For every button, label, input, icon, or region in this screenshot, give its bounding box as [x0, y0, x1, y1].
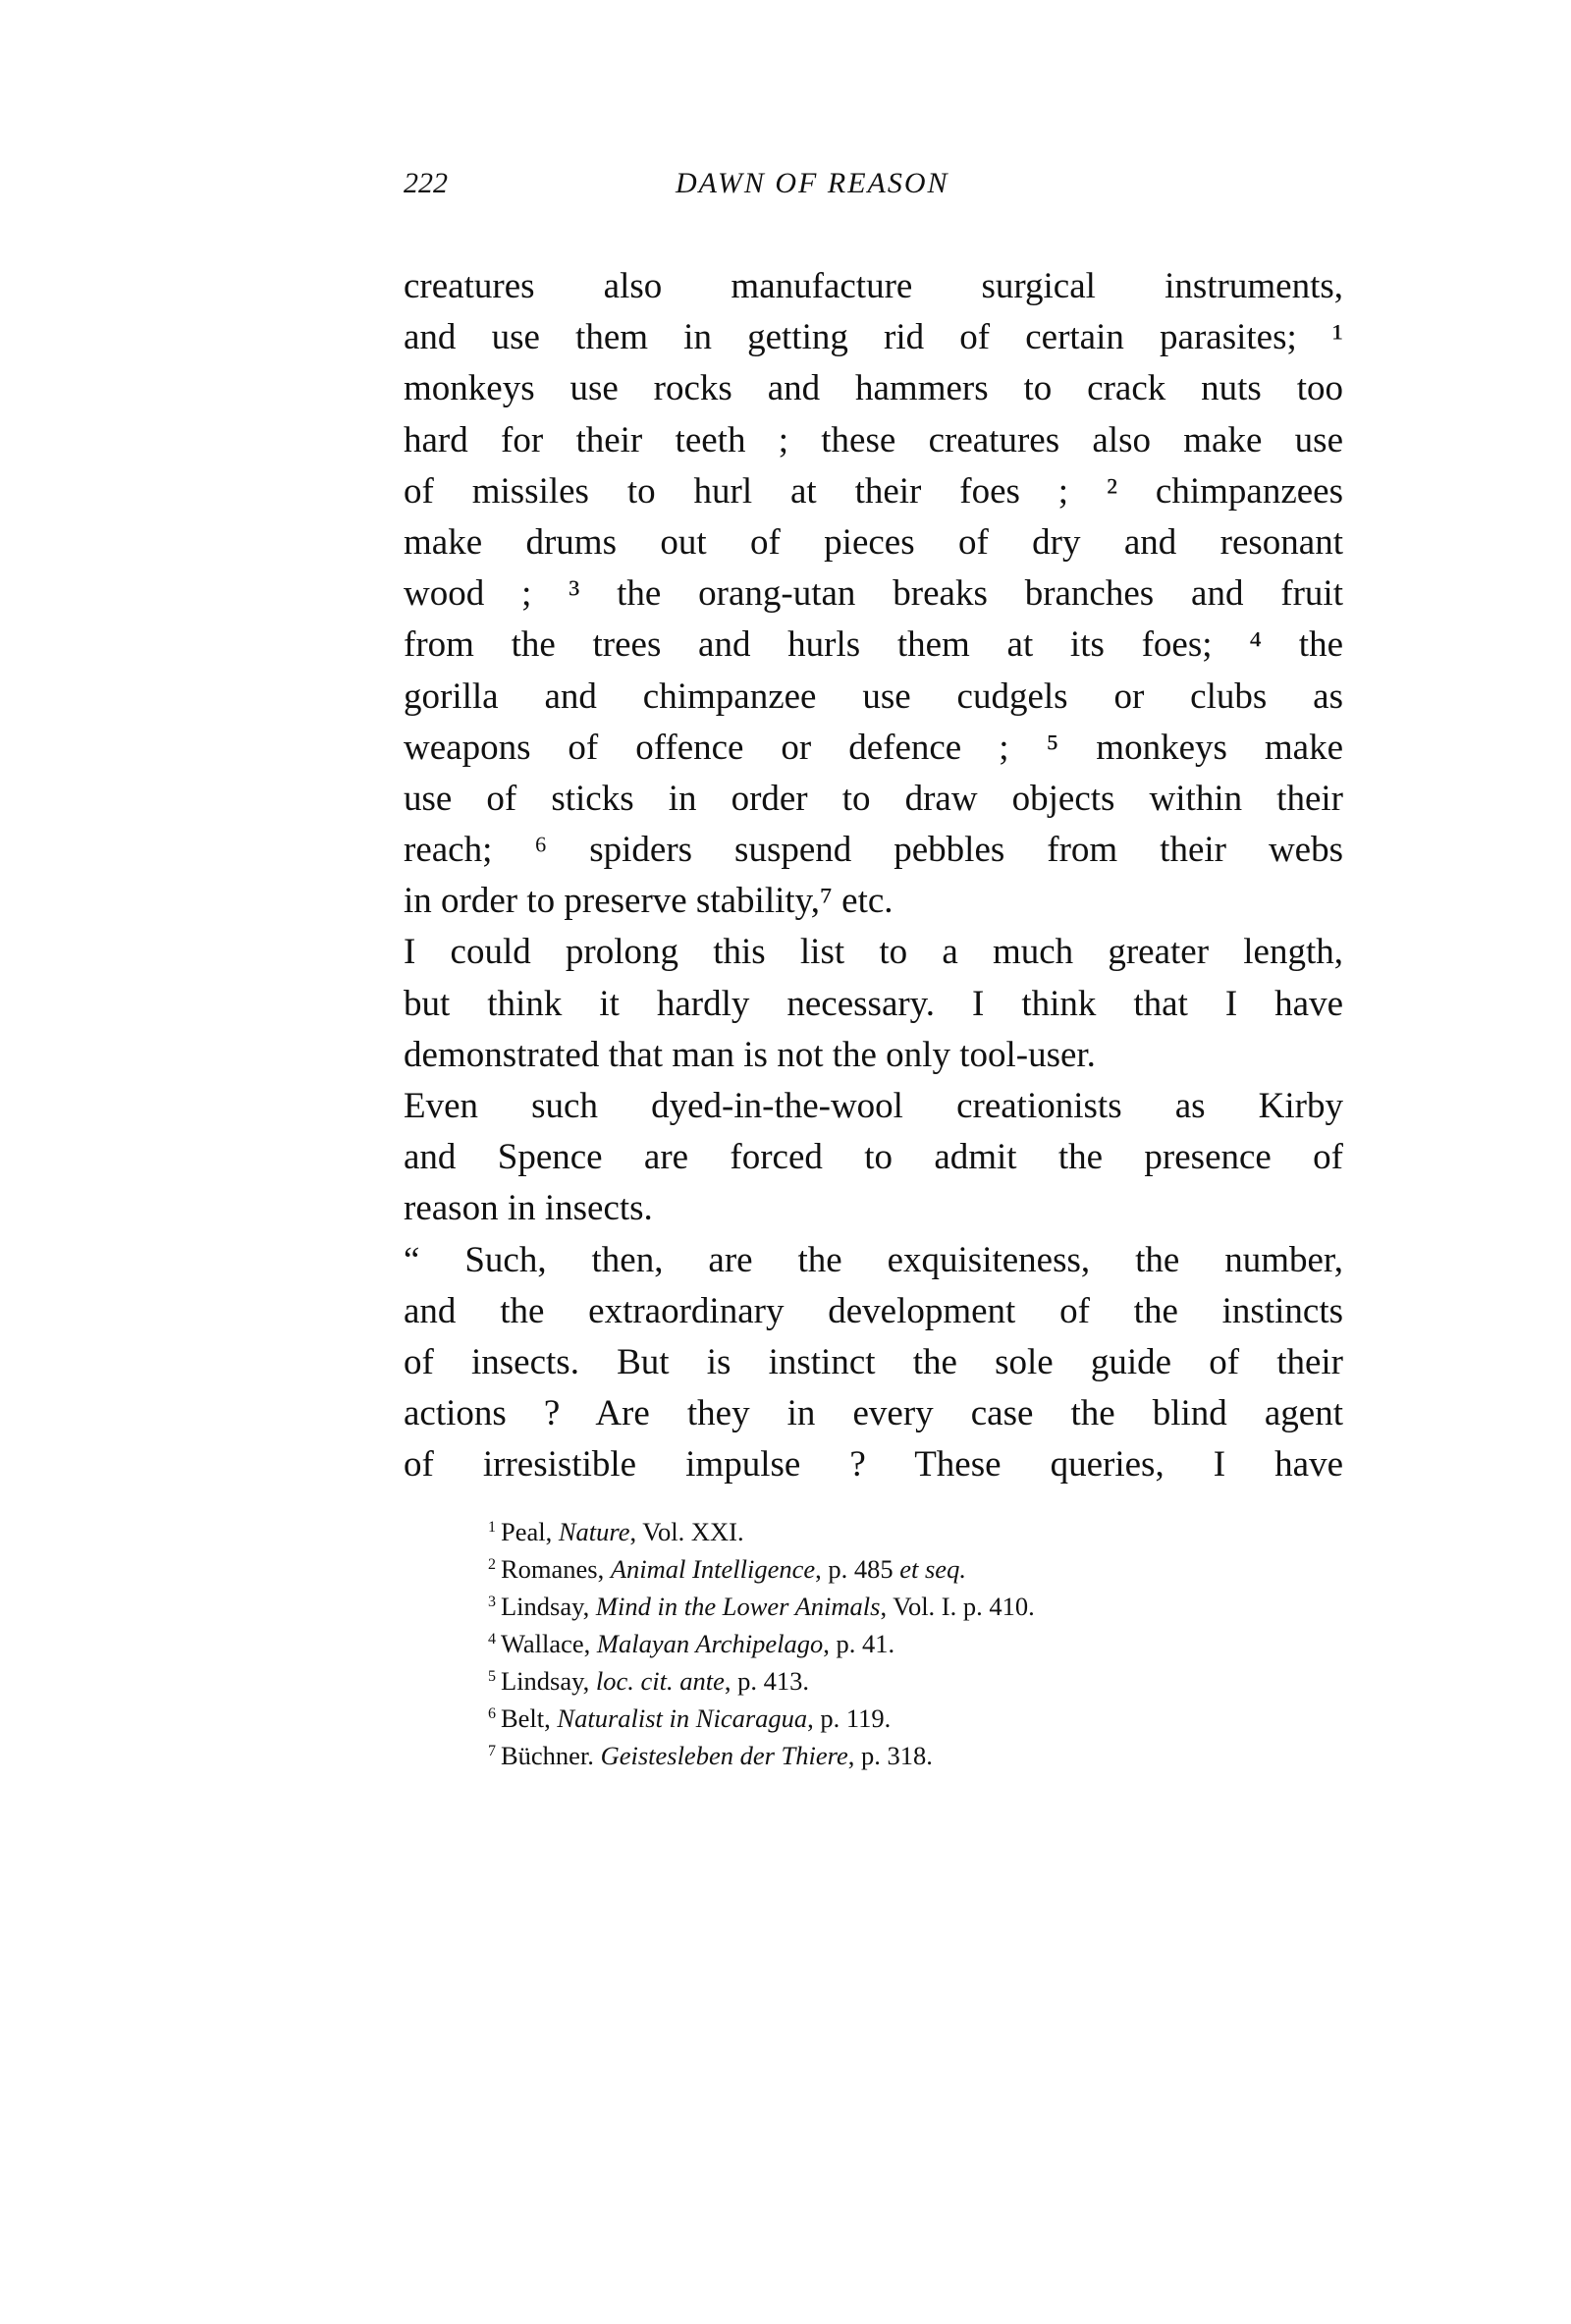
text-line: and Spence are forced to admit the presence of: [404, 1137, 1343, 1178]
text-line: and the extraordinary development of the instincts: [404, 1290, 1343, 1331]
text-line: weapons of offence or defence ; ⁵ monkeys make: [404, 727, 1343, 768]
text-line: use of sticks in order to draw objects within their: [404, 778, 1343, 819]
footnote-text: , Vol. I. p. 410.: [880, 1592, 1035, 1621]
page-number: 222: [404, 167, 448, 199]
footnote-title: et seq.: [899, 1554, 966, 1584]
body-text: [404, 261, 1343, 1491]
footnote-title: Geistesleben der Thiere: [600, 1741, 848, 1770]
text-line: demonstrated that man is not the only tool-user.: [404, 1034, 1096, 1075]
text-line: but think it hardly necessary. I think that I have: [404, 983, 1343, 1024]
footnote-number: 6: [488, 1705, 496, 1722]
footnote-text: , p. 413.: [724, 1666, 810, 1696]
footnote-text: , p. 41.: [823, 1629, 895, 1658]
running-header: [404, 167, 1343, 210]
footnote-text: Romanes,: [501, 1554, 611, 1584]
text-line: hard for their teeth ; these creatures also make use: [404, 419, 1343, 460]
footnote-number: 5: [488, 1668, 496, 1685]
footnote-text: , p. 318.: [847, 1741, 933, 1770]
footnote-text: Büchner.: [501, 1741, 601, 1770]
footnote-title: Malayan Archipelago: [596, 1629, 824, 1658]
footnote-text: Lindsay,: [501, 1592, 596, 1621]
text-line: of missiles to hurl at their foes ; ² chimpanzees: [404, 470, 1343, 512]
text-line: reach; ⁶ spiders suspend pebbles from their webs: [404, 830, 1343, 871]
text-line: and use them in getting rid of certain parasites; ¹: [404, 317, 1343, 358]
text-line: creatures also manufacture surgical instruments,: [404, 266, 1343, 306]
text-line: reason in insects.: [404, 1188, 653, 1229]
footnote-text: Wallace,: [501, 1629, 597, 1658]
text-line: Even such dyed-in-the-wool creationists as Kirby: [404, 1086, 1343, 1126]
running-title: DAWN OF REASON: [676, 167, 949, 199]
footnote-text: , p. 119.: [807, 1703, 892, 1733]
text-line: I could prolong this list to a much greater length,: [404, 932, 1343, 973]
footnote-number: 2: [488, 1556, 496, 1573]
text-line: in order to preserve stability,⁷ etc.: [404, 881, 894, 922]
footnotes: [488, 1509, 1273, 1770]
footnote-title: Naturalist in Nicaragua: [557, 1703, 808, 1733]
footnote: [488, 1733, 1273, 1770]
footnote-text: , p. 485: [815, 1554, 900, 1584]
text-line: “ Such, then, are the exquisiteness, the number,: [404, 1239, 1343, 1280]
footnote: [488, 1509, 1273, 1546]
footnote-text: Peal,: [501, 1517, 559, 1546]
footnote-title: Nature: [558, 1517, 630, 1546]
footnote: [488, 1658, 1273, 1696]
footnote-number: 3: [488, 1594, 496, 1610]
text-line: make drums out of pieces of dry and resonant: [404, 521, 1343, 563]
footnote: [488, 1621, 1273, 1658]
footnote-text: Belt,: [501, 1703, 558, 1733]
text-line: of irresistible impulse ? These queries, I have: [404, 1444, 1343, 1486]
footnote: [488, 1584, 1273, 1621]
text-line: actions ? Are they in every case the blind agent: [404, 1393, 1343, 1434]
text-line: from the trees and hurls them at its foes; ⁴ the: [404, 624, 1343, 666]
footnote-title: Animal Intelligence: [610, 1554, 816, 1584]
footnote: [488, 1696, 1273, 1733]
footnote-title: Mind in the Lower Animals: [595, 1592, 881, 1621]
footnote: [488, 1546, 1273, 1584]
text-line: monkeys use rocks and hammers to crack nuts too: [404, 368, 1343, 409]
text-line: gorilla and chimpanzee use cudgels or clubs as: [404, 676, 1343, 717]
text-line: of insects. But is instinct the sole guide of their: [404, 1341, 1343, 1382]
footnote-number: 7: [488, 1743, 496, 1759]
footnote-text: , Vol. XXI.: [629, 1517, 744, 1546]
footnote-title: loc. cit. ante: [595, 1666, 725, 1696]
footnote-number: 1: [488, 1519, 496, 1536]
text-line: wood ; ³ the orang-utan breaks branches and fruit: [404, 573, 1343, 615]
footnote-number: 4: [488, 1631, 496, 1648]
footnote-text: Lindsay,: [501, 1666, 596, 1696]
